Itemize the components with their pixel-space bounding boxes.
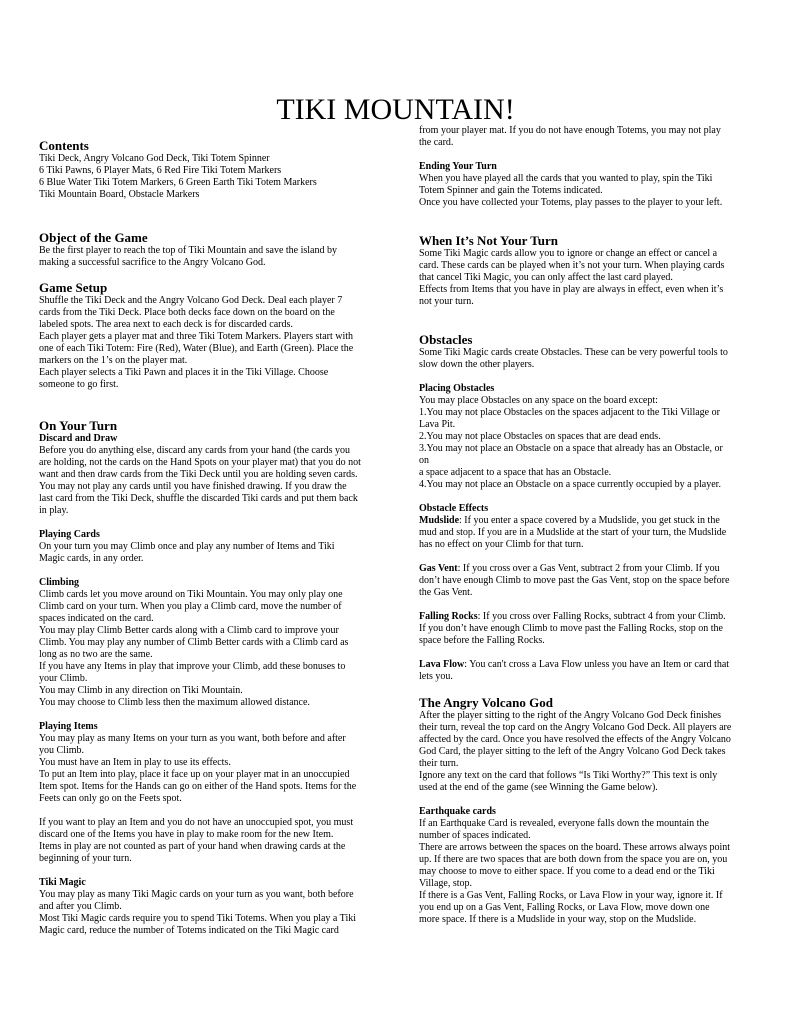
mudslide-text: : If you enter a space covered by a Mudslide, you get stuck in the mud and stop. If you are in a Mudslide at the start of your turn, the Mudslide has no effect on your Climb for that turn. <box>419 515 727 550</box>
placing-heading: Placing Obstacles <box>419 383 495 394</box>
rocks-text: : If you cross over Falling Rocks, subtract 4 from your Climb. If you don’t have enough Climb to move past the Falling Rocks, stop on the space before the Falling Rocks. <box>419 611 726 646</box>
right-column <box>419 125 749 926</box>
magic-text: You may play as many Tiki Magic cards on your turn as you want, both before and after you Climb. Most Tiki Magic cards require you to spend Tiki Totems. When you play a Tiki Magic card, reduce the number of Totems indicated on the Tiki Magic card <box>39 889 356 936</box>
items-text: You may play as many Items on your turn as you want, both before and after you Climb. You must have an Item in play to use its effects. To put an Item into play, place it face up on your player mat in an unoccupied Item spot. Items for the Hands can go on either of the Hand spots. Items for the Feets can only go on the Feets spot. <box>39 733 357 804</box>
quake-heading: Earthquake cards <box>419 806 496 817</box>
effects-heading: Obstacle Effects <box>419 503 489 514</box>
rocks-effect <box>419 611 749 647</box>
playing-text: On your turn you may Climb once and play any number of Items and Tiki Magic cards, in any order. <box>39 541 335 564</box>
climbing-text: Climb cards let you move around on Tiki Mountain. You may only play one Climb card on your turn. When you play a Climb card, move the number of spaces indicated on the card. You may play Climb Better cards along with a Climb card to improve your Climb. You may play any number of Climb Better cards with a Climb card as long as no two are the same. If you have any Items in play that improve your Climb, add these bonuses to your Climb. You may Climb in any direction on Tiki Mountain. You may choose to Climb less then the maximum allowed distance. <box>39 589 349 708</box>
contents-heading: Contents <box>39 138 89 153</box>
lava-text: : You can't cross a Lava Flow unless you have an Item or card that lets you. <box>419 659 730 682</box>
discard-text: Before you do anything else, discard any cards from your hand (the cards you are holding, not the cards on the Hand Spots on your player mat) that you do not want and then draw cards from the Tiki Deck until you are holding seven cards. You may not play any cards until you have finished drawing. If you draw the last card from the Tiki Deck, shuffle the discarded Tiki cards and put them back in play. <box>39 445 361 516</box>
contents-text: Tiki Deck, Angry Volcano God Deck, Tiki Totem Spinner 6 Tiki Pawns, 6 Player Mats, 6 Red Fire Tiki Totem Markers 6 Blue Water Tiki Totem Markers, 6 Green Earth Tiki Totem Markers Tiki Mountain Board, Obstacle Markers <box>39 153 317 200</box>
your-turn-heading: On Your Turn <box>39 418 118 433</box>
not-turn-heading: When It’s Not Your Turn <box>419 233 558 248</box>
items-heading: Playing Items <box>39 721 98 732</box>
page-title: TIKI MOUNTAIN! <box>276 93 515 126</box>
climbing-heading: Climbing <box>39 577 80 588</box>
ending-text: When you have played all the cards that you wanted to play, spin the Tiki Totem Spinner and gain the Totems indicated. Once you have collected your Totems, play passes to the player to your left. <box>419 173 723 208</box>
gasvent-text: : If you cross over a Gas Vent, subtract 2 from your Climb. If you don’t have enough Climb to move past the Gas Vent, stop on the space before the Gas Vent. <box>419 563 730 598</box>
ending-heading: Ending Your Turn <box>419 161 497 172</box>
object-text: Be the first player to reach the top of Tiki Mountain and save the island by making a successful sacrifice to the Angry Volcano God. <box>39 245 337 268</box>
placing-text: You may place Obstacles on any space on the board except: 1.You may not place Obstacles on the spaces adjacent to the Tiki Village or Lava Pit. 2.You may not place Obstacles on spaces that are dead ends. 3.You may not place an Obstacle on a space that already has an Obstacle, or on a space adjacent to a space that has an Obstacle. 4.You may not place an Obstacle on a space currently occupied by a player. <box>419 395 723 490</box>
obstacles-heading: Obstacles <box>419 332 473 347</box>
god-heading: The Angry Volcano God <box>419 695 554 710</box>
quake-text: If an Earthquake Card is revealed, everyone falls down the mountain the number of spaces indicated. There are arrows between the spaces on the board. These arrows always point up. If there are two spaces that are both down from the space you are on, you may choose to move to either space. If you come to a dead end or the Tiki Village, stop. If there is a Gas Vent, Falling Rocks, or Lava Flow in your way, ignore it. If you end up on a Gas Vent, Falling Rocks, or Lava Flow, move down one more space. If there is a Mudslide in your way, stop on the Mudslide. <box>419 818 731 925</box>
items-text-2: If you want to play an Item and you do not have an unoccupied spot, you must discard one of the Items you have in play to make room for the new Item. Items in play are not counted as part of your hand when drawing cards at the beginning of your turn. <box>39 817 354 864</box>
gasvent-effect <box>419 563 749 599</box>
magic-heading: Tiki Magic <box>39 877 86 888</box>
discard-heading: Discard and Draw <box>39 433 118 444</box>
mudslide-effect <box>419 515 749 551</box>
obstacles-text: Some Tiki Magic cards create Obstacles. These can be very powerful tools to slow down the other players. <box>419 347 728 370</box>
setup-heading: Game Setup <box>39 280 108 295</box>
mudslide-label: Mudslide <box>419 515 460 526</box>
playing-heading: Playing Cards <box>39 529 100 540</box>
left-column <box>39 138 376 937</box>
gasvent-label: Gas Vent <box>419 563 458 574</box>
rocks-label: Falling Rocks <box>419 611 478 622</box>
lava-effect <box>419 659 749 683</box>
lava-label: Lava Flow <box>419 659 465 670</box>
object-heading: Object of the Game <box>39 230 148 245</box>
setup-text: Shuffle the Tiki Deck and the Angry Volcano God Deck. Deal each player 7 cards from the Tiki Deck. Place both decks face down on the board on the labeled spots. The area next to each deck is for discarded cards. Each player gets a player mat and three Tiki Totem Markers. Players start with one of each Tiki Totem: Fire (Red), Water (Blue), and Earth (Green). Place the markers on the 1’s on the player mat. Each player selects a Tiki Pawn and places it in the Tiki Village. Choose someone to go first. <box>39 295 354 390</box>
continued-text: from your player mat. If you do not have enough Totems, you may not play the card. <box>419 125 721 148</box>
not-turn-text: Some Tiki Magic cards allow you to ignore or change an effect or cancel a card. These cards can be played when it’s not your turn. When playing cards that cancel Tiki Magic, you can only affect the last card played. Effects from Items that you have in play are always in effect, even when it’s not your turn. <box>419 248 725 307</box>
god-text: After the player sitting to the right of the Angry Volcano God Deck finishes their turn, reveal the top card on the Angry Volcano God Deck. All players are affected by the card. Once you have resolved the effects of the Angry Volcano God Card, the player sitting to the left of the Angry Volcano God Deck takes their turn. Ignore any text on the card that follows “Is Tiki Worthy?” This text is only used at the end of the game (see Winning the Game below). <box>419 710 732 793</box>
